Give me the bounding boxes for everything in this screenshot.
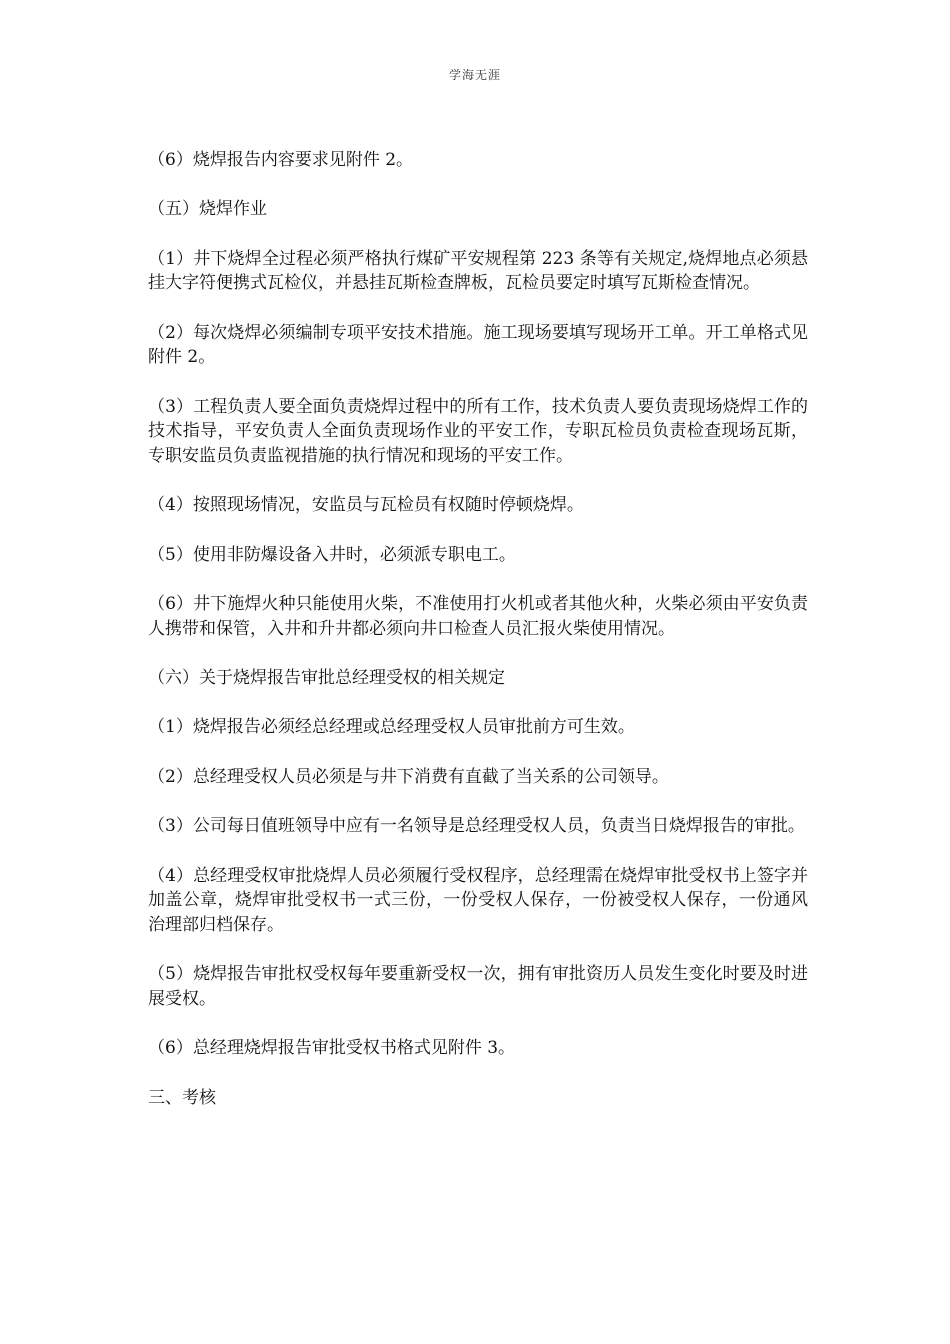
paragraph-stop-welding: （4）按照现场情况，安监员与瓦检员有权随时停顿烧焊。 bbox=[148, 495, 584, 516]
paragraph-electrician: （5）使用非防爆设备入井时，必须派专职电工。 bbox=[148, 544, 516, 565]
paragraph-annual-reauthorization: （5）烧焊报告审批权受权每年要重新受权一次，拥有审批资历人员发生变化时要及时进展受权。 bbox=[148, 964, 808, 1009]
paragraph-responsibilities: （3）工程负责人要全面负责烧焊过程中的所有工作，技术负责人要负责现场烧焊工作的技术指导，平安负责人全面负责现场作业的平安工作，专职瓦检员负责检查现场瓦斯，专职安监员负责监视措施的执行情况和现场的平安工作。 bbox=[148, 396, 808, 466]
section-heading-assessment: 三、考核 bbox=[148, 1087, 216, 1108]
paragraph-duty-leader: （3）公司每日值班领导中应有一名领导是总经理受权人员，负责当日烧焊报告的审批。 bbox=[148, 816, 805, 837]
paragraph-safety-measures: （2）每次烧焊必须编制专项平安技术措施。施工现场要填写现场开工单。开工单格式见附件 2。 bbox=[148, 322, 808, 368]
document-body bbox=[148, 148, 808, 1135]
paragraph-safety-regulation: （1）井下烧焊全过程必须严格执行煤矿平安规程第 223 条等有关规定,烧焊地点必须悬挂大字符便携式瓦检仪，并悬挂瓦斯检查牌板，瓦检员要定时填写瓦斯检查情况。 bbox=[148, 248, 808, 294]
paragraph-attachment-2-report: （6）烧焊报告内容要求见附件 2。 bbox=[148, 150, 414, 170]
section-heading-authorization: （六）关于烧焊报告审批总经理受权的相关规定 bbox=[148, 668, 505, 689]
paragraph-approval-effective: （1）烧焊报告必须经总经理或总经理受权人员审批前方可生效。 bbox=[148, 717, 635, 738]
paragraph-authorized-personnel: （2）总经理受权人员必须是与井下消费有直截了当关系的公司领导。 bbox=[148, 766, 669, 787]
paragraph-matches: （6）井下施焊火种只能使用火柴，不准使用打火机或者其他火种，火柴必须由平安负责人携带和保管，入井和升井都必须向井口检查人员汇报火柴使用情况。 bbox=[148, 594, 808, 639]
paragraph-attachment-3-format: （6）总经理烧焊报告审批受权书格式见附件 3。 bbox=[148, 1038, 516, 1059]
paragraph-authorization-procedure: （4）总经理受权审批烧焊人员必须履行受权程序，总经理需在烧焊审批受权书上签字并加盖公章，烧焊审批受权书一式三份，一份受权人保存，一份被受权人保存，一份通风治理部归档保存。 bbox=[148, 865, 808, 935]
section-heading-welding-operation: （五）烧焊作业 bbox=[148, 199, 267, 220]
page-header: 学海无涯 bbox=[448, 68, 501, 82]
